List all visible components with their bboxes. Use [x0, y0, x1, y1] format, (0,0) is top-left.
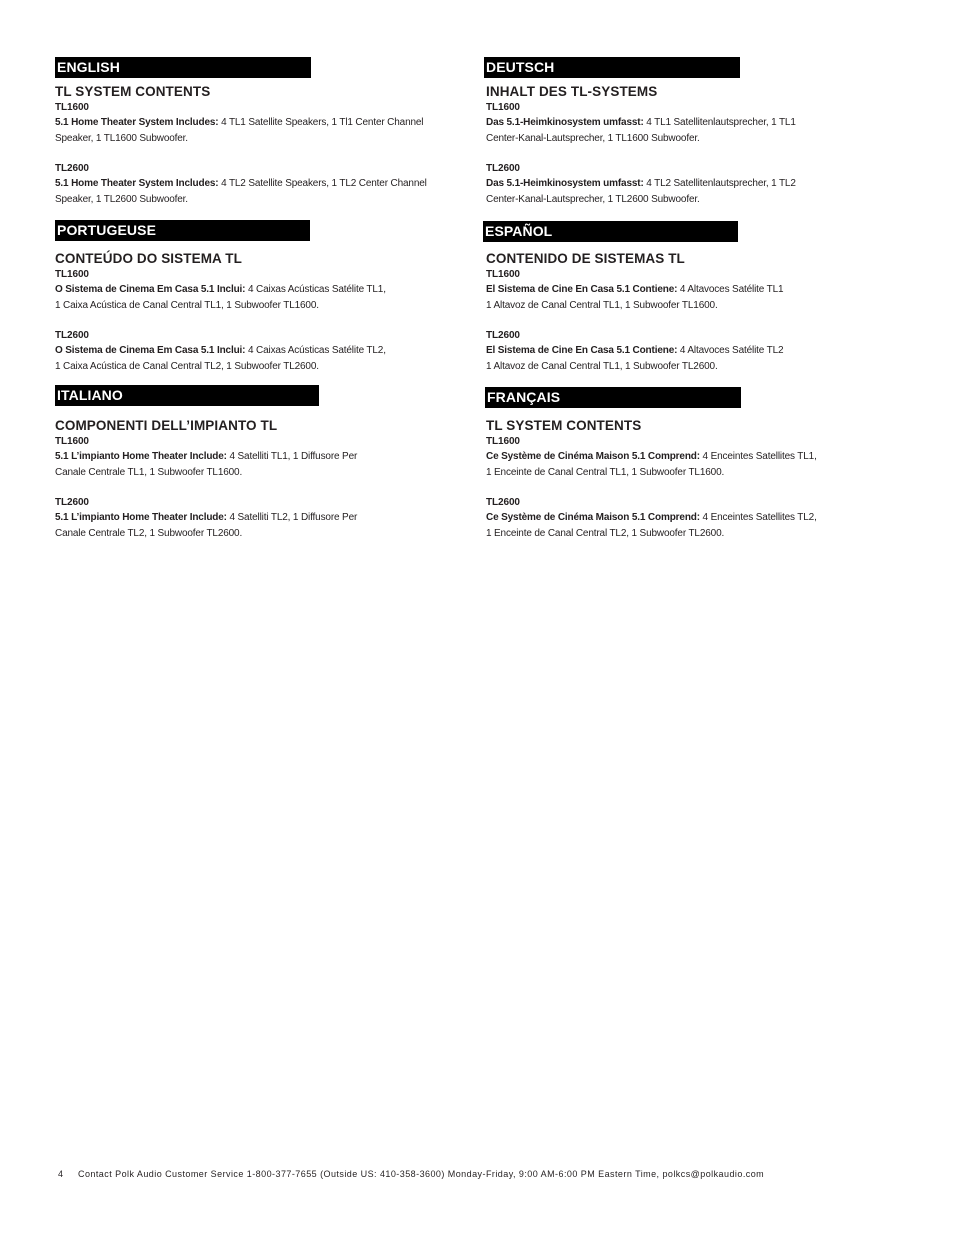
description-lead: 5.1 L’impianto Home Theater Include: — [55, 512, 227, 523]
model-description — [55, 449, 465, 480]
description-text: Canale Centrale TL1, 1 Subwoofer TL1600. — [55, 466, 243, 478]
description-text: 1 Caixa Acústica de Canal Central TL2, 1 Subwoofer TL2600. — [55, 360, 319, 372]
model-description — [486, 282, 896, 313]
model-description — [55, 343, 465, 374]
section-deutsch — [484, 57, 904, 207]
description-text: 4 Enceintes Satellites TL2, — [699, 512, 817, 523]
section-title: INHALT DES TL-SYSTEMS — [486, 84, 658, 99]
model-description — [486, 449, 896, 480]
section-title: TL SYSTEM CONTENTS — [486, 418, 642, 433]
description-text: Speaker, 1 TL2600 Subwoofer. — [55, 193, 188, 205]
description-text: 1 Caixa Acústica de Canal Central TL1, 1 Subwoofer TL1600. — [55, 299, 319, 311]
description-text: 4 TL2 Satellitenlautsprecher, 1 TL2 — [643, 178, 796, 189]
description-text: 4 Satelliti TL1, 1 Diffusore Per — [226, 451, 358, 462]
description-lead: 5.1 Home Theater System Includes: — [55, 178, 219, 189]
model-label: TL1600 — [486, 436, 520, 447]
description-lead: Das 5.1-Heimkinosystem umfasst: — [486, 178, 644, 189]
model-block-tl1600 — [55, 435, 465, 480]
model-block-tl2600 — [55, 329, 465, 374]
model-label: TL2600 — [486, 497, 520, 508]
section-header-deutsch: DEUTSCH — [484, 57, 740, 78]
model-label: TL1600 — [486, 102, 520, 113]
section-portuguese — [55, 220, 475, 375]
section-title: COMPONENTI DELL’IMPIANTO TL — [55, 418, 278, 433]
page-number: 4 — [58, 1169, 64, 1179]
model-label: TL1600 — [55, 269, 89, 280]
description-lead: El Sistema de Cine En Casa 5.1 Contiene: — [486, 284, 678, 295]
model-label: TL2600 — [486, 330, 520, 341]
section-title: TL SYSTEM CONTENTS — [55, 84, 211, 99]
page-footer — [58, 1168, 764, 1180]
model-block-tl1600 — [486, 268, 896, 313]
model-label: TL1600 — [486, 269, 520, 280]
description-text: 1 Altavoz de Canal Central TL1, 1 Subwoofer TL2600. — [486, 360, 718, 372]
description-text: 4 TL1 Satellite Speakers, 1 Tl1 Center Channel — [218, 117, 424, 128]
description-lead: El Sistema de Cine En Casa 5.1 Contiene: — [486, 345, 678, 356]
model-block-tl2600 — [55, 496, 465, 541]
model-label: TL2600 — [486, 163, 520, 174]
description-text: 4 TL1 Satellitenlautsprecher, 1 TL1 — [643, 117, 796, 128]
section-francais — [485, 387, 905, 547]
description-text: 4 Caixas Acústicas Satélite TL1, — [245, 284, 386, 295]
model-description — [486, 176, 896, 207]
section-italiano — [55, 385, 475, 545]
model-block-tl1600 — [486, 435, 896, 480]
description-lead: 5.1 Home Theater System Includes: — [55, 117, 219, 128]
section-espanol — [483, 220, 903, 375]
description-text: 4 Enceintes Satellites TL1, — [699, 451, 817, 462]
section-english — [55, 57, 475, 207]
section-header-francais: FRANÇAIS — [485, 387, 741, 408]
description-text: Canale Centrale TL2, 1 Subwoofer TL2600. — [55, 527, 243, 539]
section-header-portuguese: PORTUGEUSE — [55, 220, 310, 241]
model-description — [55, 282, 465, 313]
description-text: 4 Altavoces Satélite TL2 — [677, 345, 784, 356]
section-title: CONTENIDO DE SISTEMAS TL — [486, 251, 685, 266]
description-text: Center-Kanal-Lautsprecher, 1 TL2600 Subwoofer. — [486, 193, 700, 205]
section-header-english: ENGLISH — [55, 57, 311, 78]
description-text: 4 Satelliti TL2, 1 Diffusore Per — [226, 512, 358, 523]
model-block-tl2600 — [486, 496, 896, 541]
model-label: TL2600 — [55, 163, 89, 174]
description-lead: 5.1 L’impianto Home Theater Include: — [55, 451, 227, 462]
model-description — [486, 115, 896, 146]
description-text: 1 Enceinte de Canal Central TL2, 1 Subwoofer TL2600. — [486, 527, 725, 539]
model-label: TL1600 — [55, 102, 89, 113]
description-text: 4 Altavoces Satélite TL1 — [677, 284, 784, 295]
model-block-tl2600 — [55, 162, 465, 207]
model-description — [486, 343, 896, 374]
model-block-tl1600 — [55, 101, 465, 146]
model-description — [55, 115, 465, 146]
model-block-tl2600 — [486, 329, 896, 374]
model-description — [55, 176, 465, 207]
footer-contact-text: Contact Polk Audio Customer Service 1-800-377-7655 (Outside US: 410-358-3600) Monday-Friday, 9:00 AM-6:00 PM Eastern Time, polkcs@polkaudio.com — [78, 1169, 765, 1179]
description-lead: Ce Système de Cinéma Maison 5.1 Comprend: — [486, 451, 700, 462]
description-text: 1 Altavoz de Canal Central TL1, 1 Subwoofer TL1600. — [486, 299, 718, 311]
section-header-espanol: ESPAÑOL — [483, 221, 738, 242]
description-lead: Das 5.1-Heimkinosystem umfasst: — [486, 117, 644, 128]
model-description — [486, 510, 896, 541]
model-label: TL1600 — [55, 436, 89, 447]
description-lead: O Sistema de Cinema Em Casa 5.1 Inclui: — [55, 284, 246, 295]
model-block-tl2600 — [486, 162, 896, 207]
description-text: Speaker, 1 TL1600 Subwoofer. — [55, 132, 188, 144]
model-block-tl1600 — [55, 268, 465, 313]
model-description — [55, 510, 465, 541]
description-text: 1 Enceinte de Canal Central TL1, 1 Subwoofer TL1600. — [486, 466, 725, 478]
description-text: 4 Caixas Acústicas Satélite TL2, — [245, 345, 386, 356]
description-lead: O Sistema de Cinema Em Casa 5.1 Inclui: — [55, 345, 246, 356]
description-lead: Ce Système de Cinéma Maison 5.1 Comprend: — [486, 512, 700, 523]
model-block-tl1600 — [486, 101, 896, 146]
description-text: Center-Kanal-Lautsprecher, 1 TL1600 Subwoofer. — [486, 132, 700, 144]
model-label: TL2600 — [55, 497, 89, 508]
description-text: 4 TL2 Satellite Speakers, 1 TL2 Center Channel — [218, 178, 427, 189]
section-header-italiano: ITALIANO — [55, 385, 319, 406]
section-title: CONTEÚDO DO SISTEMA TL — [55, 251, 242, 266]
model-label: TL2600 — [55, 330, 89, 341]
